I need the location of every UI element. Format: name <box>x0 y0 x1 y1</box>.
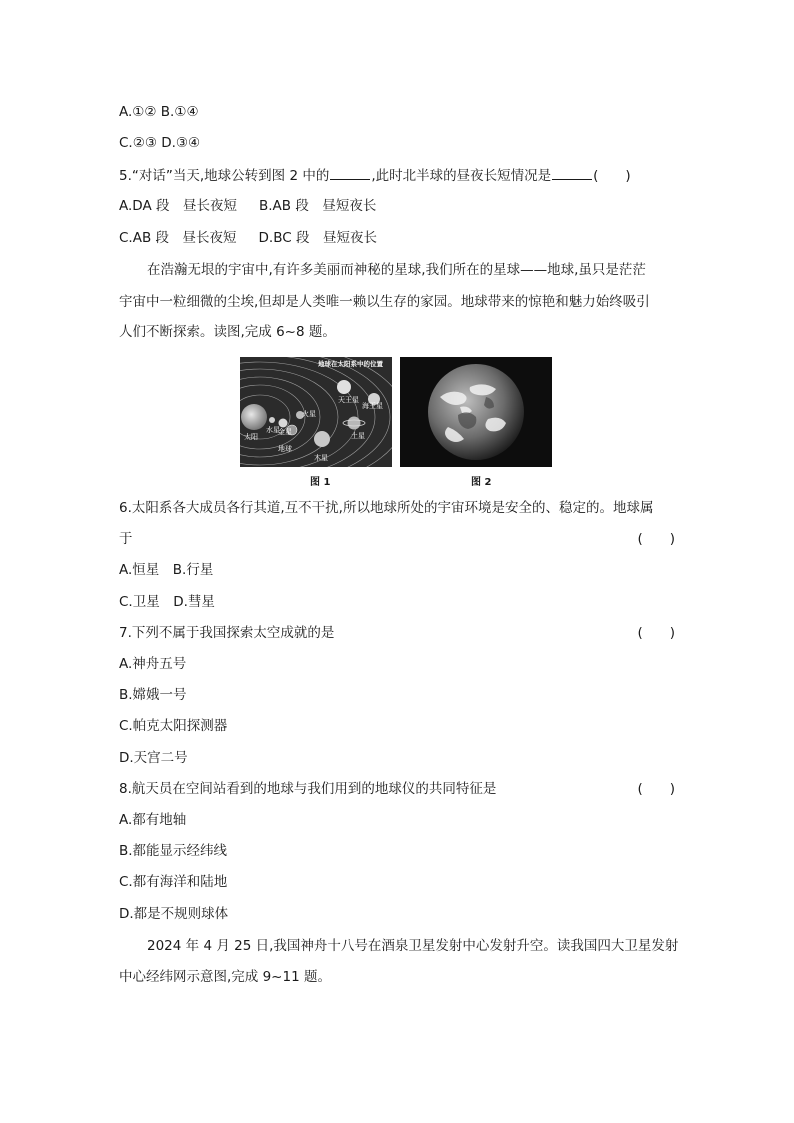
q5-stem-part-a: 5.“对话”当天,地球公转到图 2 中的 <box>119 168 330 184</box>
globe-icon <box>428 364 524 460</box>
q5-option-c: C.AB 段 昼长夜短 <box>119 230 237 246</box>
figure-1-title: 地球在太阳系中的位置 <box>318 360 383 368</box>
saturn-icon <box>348 417 361 430</box>
figure-2-caption: 图 2 <box>471 477 492 488</box>
planet-label-mars: 火星 <box>302 410 316 418</box>
q8-stem: 8.航天员在空间站看到的地球与我们用到的地球仪的共同特征是 <box>119 781 497 797</box>
q7-option-d: D.天宫二号 <box>119 750 188 766</box>
jupiter-icon <box>314 431 330 447</box>
q5-stem <box>119 165 631 186</box>
q5-stem-part-b: ,此时北半球的昼夜长短情况是 <box>371 168 552 184</box>
planet-label-venus: 金星 <box>278 428 292 436</box>
planet-label-earth: 地球 <box>278 445 292 453</box>
q5-option-a: A.DA 段 昼长夜短 <box>119 198 237 214</box>
q7-option-b: B.嫦娥一号 <box>119 687 187 703</box>
planet-label-sun: 太阳 <box>244 433 258 441</box>
mercury-icon <box>269 417 275 423</box>
q5-options-line-1 <box>119 196 376 216</box>
q5-options-line-2 <box>119 228 377 248</box>
figure-1-caption: 图 1 <box>310 477 331 488</box>
answer-paren: ( ) <box>637 781 675 797</box>
earth-illustration <box>400 357 552 467</box>
answer-paren: ( ) <box>593 168 631 184</box>
q7-option-a: A.神舟五号 <box>119 656 187 672</box>
q5-option-b: B.AB 段 昼短夜长 <box>258 198 377 214</box>
q6-options-line-1: A.恒星 B.行星 <box>119 562 214 578</box>
q5-option-d: D.BC 段 昼短夜长 <box>258 230 377 246</box>
sun-icon <box>241 404 267 430</box>
q6-stem-line-2: 于 <box>119 531 133 547</box>
planet-label-uranus: 天王星 <box>338 396 359 404</box>
q8-option-b: B.都能显示经纬线 <box>119 843 228 859</box>
q7-option-c: C.帕克太阳探测器 <box>119 718 228 734</box>
q6-stem-line-1: 6.太阳系各大成员各行其道,互不干扰,所以地球所处的宇宙环境是安全的、稳定的。地球属 <box>119 500 654 516</box>
passage1-line-1: 在浩瀚无垠的宇宙中,有许多美丽而神秘的星球,我们所在的星球——地球,虽只是茫茫 <box>147 262 646 278</box>
planet-label-jupiter: 木星 <box>314 454 328 462</box>
passage2-line-1: 2024 年 4 月 25 日,我国神舟十八号在酒泉卫星发射中心发射升空。读我国四大卫星发射 <box>147 938 679 954</box>
figure-1-solar-system <box>240 357 392 467</box>
solar-system-illustration <box>240 357 392 467</box>
passage1-line-2: 宇宙中一粒细微的尘埃,但却是人类唯一赖以生存的家园。地球带来的惊艳和魅力始终吸引 <box>119 294 650 310</box>
answer-paren: ( ) <box>637 625 675 641</box>
q8-option-a: A.都有地轴 <box>119 812 187 828</box>
figure-2-earth-photo <box>400 357 552 467</box>
answer-blank[interactable] <box>330 165 370 180</box>
planet-label-saturn: 土星 <box>351 432 365 440</box>
q7-stem: 7.下列不属于我国探索太空成就的是 <box>119 625 335 641</box>
passage1-line-3: 人们不断探索。读图,完成 6~8 题。 <box>119 324 336 340</box>
planet-label-neptune: 海王星 <box>362 402 383 410</box>
uranus-icon <box>337 380 351 394</box>
q8-option-c: C.都有海洋和陆地 <box>119 874 228 890</box>
planet-label-mercury: 水星 <box>266 426 280 434</box>
passage2-line-2: 中心经纬网示意图,完成 9~11 题。 <box>119 969 331 985</box>
q4-options-line-2: C.②③ D.③④ <box>119 135 201 151</box>
q8-option-d: D.都是不规则球体 <box>119 906 229 922</box>
q6-options-line-2: C.卫星 D.彗星 <box>119 594 215 610</box>
answer-blank[interactable] <box>552 165 592 180</box>
answer-paren: ( ) <box>637 531 675 547</box>
q4-options-line-1: A.①② B.①④ <box>119 104 199 120</box>
